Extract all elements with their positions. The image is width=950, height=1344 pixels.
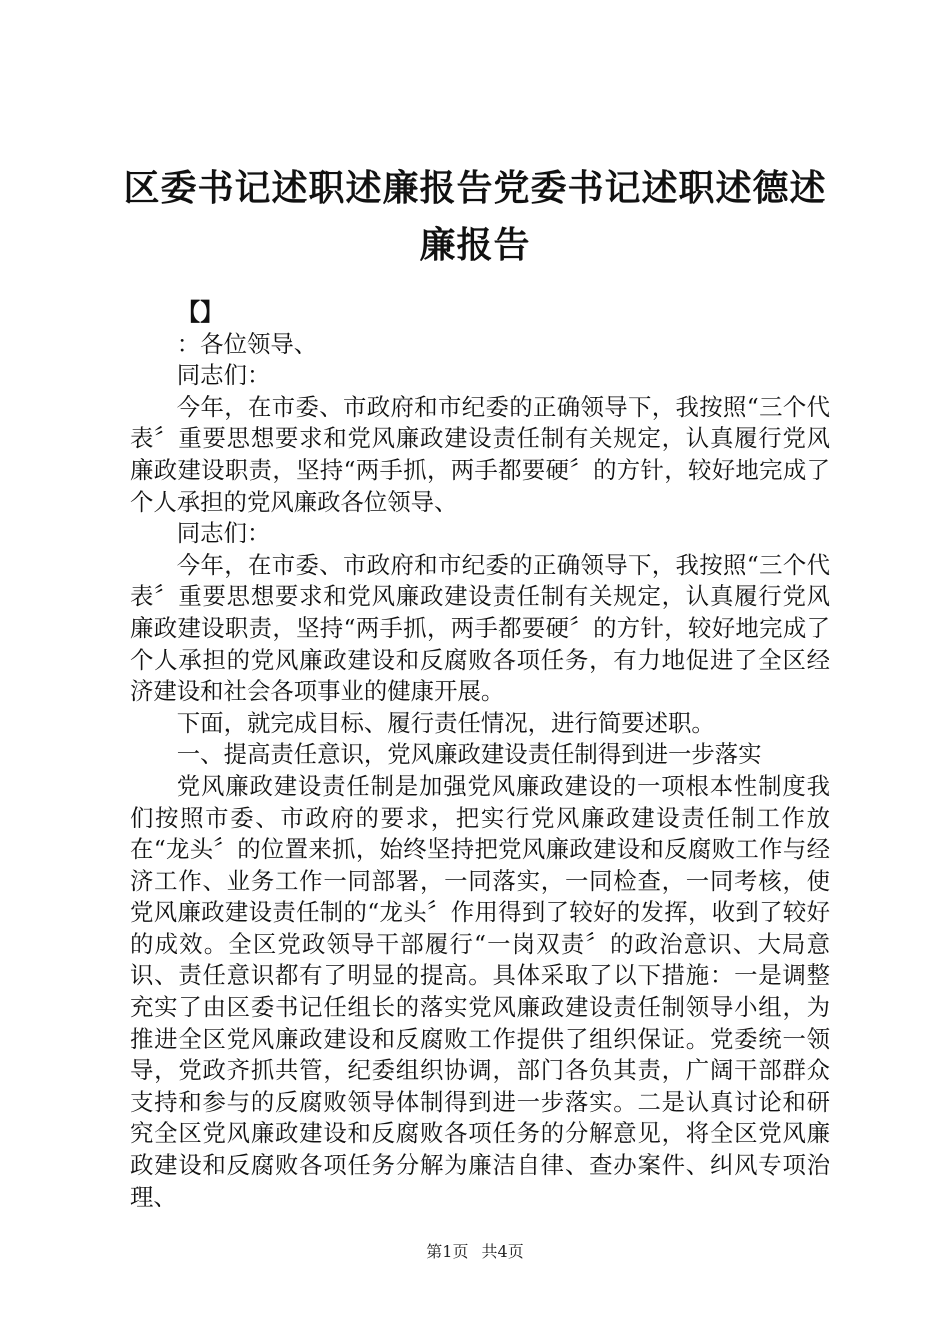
page-number: 第1页 <box>426 1242 469 1261</box>
body-paragraph: 今年，在市委、市政府和市纪委的正确领导下，我按照“三个代表〞重要思想要求和党风廉政建设责任制有关规定，认真履行党风廉政建设职责，坚持“两手抓，两手都要硬〞的方针，较好地完成了个人承担的党风廉政建设和反腐败各项任务，有力地促进了全区经济建设和社会各项事业的健康开展。 <box>130 550 830 706</box>
body-paragraph: 党风廉政建设责任制是加强党风廉政建设的一项根本性制度我们按照市委、市政府的要求，把实行党风廉政建设责任制工作放在“龙头〞的位置来抓，始终坚持把党风廉政建设和反腐败工作与经济工作、业务工作一同部署，一同落实，一同检查，一同考核，使党风廉政建设责任制的“龙头〞作用得到了较好的发挥，收到了较好的成效。全区党政领导干部履行“一岗双责〞的政治意识、大局意识、责任意识都有了明显的提高。具体采取了以下措施：一是调整充实了由区委书记任组长的落实党风廉政建设责任制领导小组，为推进全区党风廉政建设和反腐败工作提供了组织保证。党委统一领导，党政齐抓共管，纪委组织协调，部门各负其责，广阔干部群众支持和参与的反腐败领导体制得到进一步落实。二是认真讨论和研究全区党风廉政建设和反腐败各项任务的分解意见，将全区党风廉政建设和反腐败各项任务分解为廉洁自律、查办案件、纠风专项治理、 <box>130 771 830 1211</box>
page-footer <box>0 1242 950 1262</box>
body-paragraph: 今年，在市委、市政府和市纪委的正确领导下，我按照“三个代表〞重要思想要求和党风廉政建设责任制有关规定，认真履行党风廉政建设职责，坚持“两手抓，两手都要硬〞的方针，较好地完成了个人承担的党风廉政各位领导、 <box>130 392 830 516</box>
bracket-marker: 【】 <box>176 298 224 326</box>
document-title: 区委书记述职述廉报告党委书记述职述德述廉报告 <box>123 168 827 266</box>
salutation-line: ：各位领导、 <box>176 329 318 358</box>
salutation-line: 同志们： <box>176 519 271 548</box>
salutation-line: 同志们： <box>176 361 271 390</box>
body-paragraph: 下面，就完成目标、履行责任情况，进行简要述职。 <box>176 708 715 737</box>
document-body <box>130 297 830 1213</box>
section-heading: 一、提高责任意识，党风廉政建设责任制得到进一步落实 <box>176 740 762 769</box>
page-total: 共4页 <box>481 1242 524 1261</box>
